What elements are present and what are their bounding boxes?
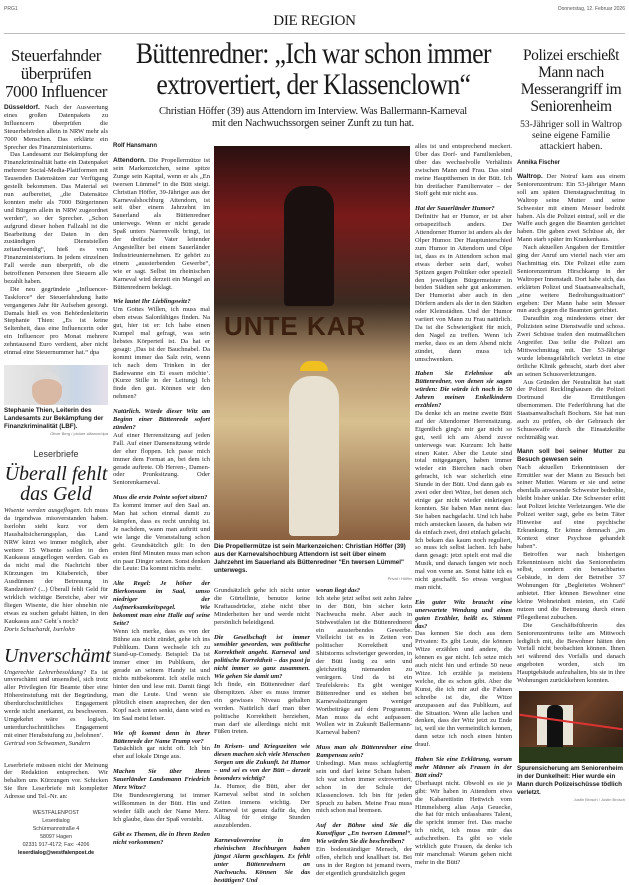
- interview-answer: alles ist und entsprechend meckert. Über das Dorf- und Familienleben, über das wechselvolle Verhältnis zwischen Mann und Frau. Das sind meine Hauptthemen in der Bütt. Ich bin dreifacher Familienvater – der Stoff geht mir nicht aus.: [415, 143, 512, 198]
- dateline: Düsseldorf.: [4, 104, 40, 111]
- interview-answer: [113, 157, 210, 291]
- interview-answer: Auf einer Herrensitzung auf jeden Fall. Auf einer Damensitzung würde der eher floppen. Ich passe mich immer dem Format an, bei dem ich gerade auftrete. Ob Herren-, Damen- oder Prunksitzung. Oder Seniorenkarneval.: [113, 431, 210, 487]
- headline-block: [136, 38, 491, 100]
- interview-answer: Definitiv hat er Humor, er ist aber ortsspezifisch anders. Der Attendorner Humor ist anders als der Olper Humor. Der Hauptunterschied zum Humor in Attendorn und Olpe ist, dass es in Attendorn schon mal etwas derber sein darf, wobei Spitzen gegen Politiker oder speziell den jeweiligen Bürgermeister in beiden Städten sehr gut ankommen. Der Humorist aber auch in den Dörfern anders als der in den Städten oder Kleinstädten. Und der Humor variiert von Mann zu Frau natürlich. Da ist die Schwierigkeit für mich, den Nagel zu treffen. Wenn ich merke, dass es an dem Abend nicht zündet, dann muss ich umschwenken.: [415, 213, 512, 363]
- interview-question: Muss man als Büttenredner eine Rampensau sein?: [316, 744, 412, 760]
- right-photo: [519, 691, 623, 763]
- interview-answer: Um Gottes Willen, ich muss mal eben etwas Salonfähiges finden. Na gut, hier ist er: Ich habe einen Kumpel mal gefragt, was sein liebstes Körperteil ist. Da hat er gesagt: ‚Das ist der Bauchnabel. Da kommt immer das Salz rein, wenn ich nach dem Trinken in der Badewanne ein Ei essen möchte‘. (Kurze Stille in der Leitung) Ich finde den gut. Können wir den nehmen?: [113, 306, 210, 401]
- address-line: Schürmannstraße 4: [32, 826, 80, 833]
- main-col2: [214, 587, 310, 885]
- paragraph: Daraufhin zog mindestens einer der Polizisten seine Dienstwaffe und schoss. Zwei Schüsse trafen den mutmaßlichen Angreifer. Das teilte die Polizei am Mittwochmittag mit. Der 53-Jährige wurde lebensgefährlich verletzt in eine örtliche Klinik gebracht, starb dort aber an seinen Schussverletzungen.: [517, 315, 625, 378]
- interview-question: Machen Sie über Ihren Sauerländer Landsmann Friedrich Merz Witze?: [113, 768, 210, 792]
- main-col4: [415, 143, 512, 867]
- address-line: Leserdialog: [42, 818, 70, 825]
- letter-author: Gertrud von Schwamen, Sundern: [4, 739, 91, 747]
- interview-answer: Ja. Humor, die Bütt, aber der Karneval selbst sind in solchen Zeiten immens wichtig. Der Karneval ist genau dafür da, den Alltag für einige Stunden auszublenden.: [214, 782, 310, 830]
- paragraph: Aus Gründen der Neutralität hat statt der Polizei Recklinghausen die Polizei Dortmund die Ermittlungen übernommen. Die Federführung hat die Staatsanwaltschaft Bochum. Sie hat nun auch zu prüfen, ob der Gebrauch der Schusswaffe durch die Einsatzkräfte rechtmäßig war.: [517, 378, 625, 441]
- portrait-face: [32, 371, 62, 405]
- right-subhead: 53-Jähriger soll in Waltrop seine eigene Familie attackiert haben.: [520, 120, 622, 152]
- paragraph: Nach aktuellen Erkenntnissen der Ermittler war der Mann zu Besuch bei seiner Mutter. Warum er sie und seine ebenfalls anwesende Schwester bedrohte, bleibt bisher unklar. Die Schwester erlitt laut Polizei leichte Verletzungen. Wie die Polizei weiter sagt, gebe es beim Täter Hinweise auf eine psychische Erkrankung. Er könne demnach „im Kontext einer Psychose gehandelt haben“.: [517, 463, 625, 550]
- interview-answer: Die Bundesregierung ist immer willkommen in der Bütt. Hin und wieder fällt auch der Name Merz. Ich glaube, dass der Spaß versteht.: [113, 791, 210, 823]
- main-photo-caption: Die Propellermütze ist sein Markenzeichen: Christian Höffer (39) aus der Karnevalshochburg Attendorn ist seit über einem Jahrzehnt im Sauerland als Büttenredner "En twersen Lümmel" unterwegs.: [214, 543, 406, 574]
- propeller-hat: [300, 361, 328, 371]
- page-label: PRG1: [4, 6, 18, 12]
- letter2: [4, 669, 108, 748]
- interview-answer: Grundsätzlich gehe ich nicht unter die Gürtellinie, benutze keine Kraftausdrücke, ziehe nicht über Minderheiten her und werde nicht persönlich beleidigend.: [214, 587, 310, 626]
- interview-question: In Krisen- und Kriegszeiten wie diesen machen sich viele Menschen Sorgen um die Zukunft. Ist Humor – und sei es von der Bütt – derzeit besonders wichtig?: [214, 743, 310, 782]
- paragraph: Die Geschäftsführerin des Seniorenzentrums teilte am Mittwoch lediglich mit, die Bewohner hätten den Vorfall nicht beobachten können. Ihnen sei während des Vorfalls und danach angeboten worden, sich im Hauptgebäude aufzuhalten, bis sie in ihre Wohnungen zurückkehren konnten.: [517, 621, 625, 685]
- subhead-line: Christian Höffer (39) aus Attendorn im Interview. Was Ballermann-Karneval: [158, 106, 468, 117]
- dateline: Waltrop.: [517, 173, 543, 180]
- right-headline: Polizei erschießt Mann nach Messerangriff im Seniorenheim: [520, 47, 622, 115]
- interview-question: Ein guter Witz braucht eine unerwartete Wendung und einen guten Erzähler, heißt es. Stimmt das?: [415, 598, 512, 630]
- photo-credit: Oliver Berg / picture alliance/dpa: [50, 431, 108, 436]
- bushes: [519, 747, 623, 763]
- letters-disclaimer: Leserbriefe müssen nicht der Meinung der Redaktion entsprechen. Wir behalten uns Kürzungen vor. Schicken Sie Ihre Leserbriefe mit kompletter Adresse und Tel.-Nr. an:: [4, 761, 108, 801]
- paragraph: Der Notruf kam aus einem Seniorenzentrum: Ein 53-jähriger Mann soll am späten Dienstagnachmittag in Waltrop seine Mutter und seine Schwester mit einem Messer bedroht haben. Als die Polizei eintraf, soll er die Waffe auch gegen die Beamten gerichtet haben. Die gaben zwei Schüsse ab, der Mann starb später im Krankenhaus.: [517, 173, 626, 244]
- letter-lead: Ungerechte Lehrerbesoldung?: [4, 668, 87, 676]
- left-body: [4, 104, 108, 357]
- left-article: [4, 46, 111, 857]
- portrait-photo: [4, 365, 108, 405]
- right-photo-credit: Justin Brosch / Justin Brosch: [573, 797, 625, 802]
- author: Annika Fischer: [517, 160, 561, 166]
- interview-answer: Ich stehe jetzt selbst seit zehn Jahre in der Bütt, bin sicher kein Nachwuchs mehr. Aber auch in Südwestfalen ist die Büttenrednerei ein aussterbendes Gewerbe. Vielleicht ist es in Zeiten von politischer Korrektheit und Shitstorms schwieriger geworden, in der Bütt lustig zu sein und gleichzeitig niemanden zu verärgern. Und da ist ein Teufelskreis: Es gibt weniger Büttenredner und es stehen bei Karnevalssitzungen weniger Wortbeiträge auf dem Programm. Man muss da echt aufpassen. Wollen wir in Zukunft Ballermann-Karneval haben?: [316, 594, 412, 737]
- photo-caption: Stephanie Thien, Leiterin des Landesamts zur Bekämpfung der Finanzkriminalität (LBF).: [4, 407, 104, 430]
- main-subhead: [159, 106, 467, 130]
- performer-figure: [289, 376, 339, 536]
- paragraph-text: Die Propellermütze ist sein Markenzeichen, seine spitze Zunge sein Kapital, wenn er als „En twersen Lümmel“ in die Bütt steigt. Christian Höffer, 39-Jähriger aus der Karnevalshochburg Attendorn, ist seit über einem Jahrzehnt im Sauerland als Büttenredner unterwegs. Wenn er nicht gerade Spaß unters Narrenvolk bringt, ist der dreifache Vater leitender Angestellter bei einem Sauerländer Industrieunternehmen. Er gehört zu einem „aussterbenden Gewerbe“, wie er sagt. Selbst im rheinischen Karneval wird derzeit ein Mangel an Büttenrednern beklagt.: [113, 157, 210, 291]
- interview-answer: Es kommt immer auf den Saal an. Man hat schon einmal damit zu kämpfen, dass es recht unruhig ist. Je nachdem, wann man auftritt und wie lange die Veranstaltung schon geht. Grundsätzlich gilt: In den ersten fünf Minuten muss man schon ein paar Dinger setzen. Sonst denken die Leute: Da kommt nichts mehr.: [113, 502, 210, 573]
- dateline: Attendorn.: [113, 157, 146, 164]
- lower-columns: [214, 587, 412, 885]
- section-title: DIE REGION: [273, 13, 356, 29]
- interview-question: Alte Regel: Je höher der Bierkonsum im Saal, umso niedriger der Aufmerksamkeitspegel. Wie bekommt man eine Halle auf seine Seite?: [113, 580, 210, 627]
- left-headline: Steuerfahnder überprüfen 7000 Influencer: [4, 46, 108, 101]
- interview-answer: Überhaupt nicht. Obwohl es sie ja gibt: Wir haben in Attendorn etwa die Kabarettistin Hettwich vom Himmelsberg alias Anja Geuecke, die hat für mich unfassbares Talent, die spricht immer frei. Das mache ich nicht, ich muss mir das aufschreiben. Es gibt so viele wirklich gute Frauen, da denke ich mir manchmal: Warum gehen nicht mehr in die Bütt?: [415, 779, 512, 866]
- interview-answer: Wenn ich merke, dass es von der Bühne aus nicht zündet, gehe ich ins Publikum. Dann wechsele ich zu Stand-up-Comedy. Beispiel: Da ist immer einer im Publikum, der gerade an seinem Handy ist und nichts mitbekommt. Ich stelle mich hinter den und lese mit. Damit fängt man die Leute. Und wenn sie plötzlich einen ansprechen, der den Kopf nach unten senkt, dann wird es im Saal meist leiser.: [113, 627, 210, 722]
- letters-kicker: Leserbriefe: [33, 449, 79, 459]
- letters-address: [4, 809, 108, 857]
- interview-question: Haben Sie Erlebnisse als Büttenredner, von denen sie sagen würden: Die würde ich noch in 50 Jahren meinen Enkelkindern erzählen?: [415, 370, 512, 410]
- address-line: 02331 917-4172; Fax: -4206: [22, 842, 90, 849]
- headline-line: Büttenredner: „Ich war schon immer: [135, 37, 491, 70]
- column-text: [113, 157, 210, 846]
- date: Donnerstag, 12. Februar 2026: [558, 6, 625, 12]
- interview-question: Wie oft kommt denn in Ihrer Büttenrede der Name Trump vor?: [113, 729, 210, 745]
- main-lower: [214, 543, 412, 885]
- main-col1: [113, 143, 210, 846]
- interview-question: Auf der Bühne sind Sie die Kunstfigur „En twersen Lümmel“. Wie würden Sie die beschreiben?: [316, 822, 412, 846]
- letter-author: Doris Schuchardt, Iserlohn: [4, 625, 75, 633]
- headline-line: extrovertiert, der Klassenclown“: [156, 68, 470, 101]
- main-col3: [316, 587, 412, 885]
- letter-text: Ich muss da irgendwas missverstanden haben. Iserlohn steht kurz vor dem Haushaltsicherungsplan, das Land NRW kürzt wo immer möglich, aber weitere 15 Wisente sollen in den Kaukasus ausgeflogen werden. Gab es da nicht mal die Nachricht über Kürzungen im Kitabereich, über Ausdünnen der Betreuung in Randzeiten? (...) Überall fehlt Geld für wirklich wichtige Bereiche, aber wir fliegen Wisente, die hier ohnehin nie etwas zu suchen gehabt hätten, in den Kaukasus aus? Geht´s noch?: [4, 507, 108, 625]
- paragraph: Das Landesamt zur Bekämpfung der Finanzkriminalität hatte ein Datenpaket mehrerer Social-Media-Plattformen mit Tausenden Datensätzen zur Verfügung gestellt bekommen. Das Material sei nun aufbereitet, „die Datensätze konnten mehr als 7000 Bürgerinnen und Bürgern allein in NRW zugeordnet werden“, so der Sprecher. „Schon aufgrund dieser hohen Fallzahl ist die Bearbeitung der Daten in den zuständigen Dienststellen zeitaufwendig“, hieß es vom Finanzministerium. In jedem einzelnen Fall werde nun überprüft, ob die betroffenen Personen ihre Steuern alle bezahlt haben.: [4, 151, 108, 285]
- paragraph: Nach aktuellen Angaben der Ermittler ging der Anruf um viertel nach vier am Nachmittag ein. Die Polizei eilte zum Seniorenzentrum Hirschkamp in der Waltroper Innenstadt. Dort habe sich, das erklärten Polizei und Staatsanwaltschaft, „eine weitere Bedrohungssituation“ ergeben: Der Mann habe sein Messer nun auch gegen die Beamten gerichtet.: [517, 244, 625, 315]
- letters-email-link[interactable]: leserdialog@westfalenpost.de: [17, 850, 95, 857]
- letter1: [4, 507, 108, 634]
- photo-banner-text: UNTE KAR: [224, 311, 367, 341]
- interview-question: Die Gesellschaft ist immer sensibler geworden, was politische Korrektheit angeht. Karneval und politische Korrektheit – das passt ja nicht immer so ganz zusammen. Wie gehen Sie damit um?: [214, 633, 310, 681]
- interview-answer: Tatsächlich gar nicht oft. Ich bin eher auf lokale Dinge aus.: [113, 745, 210, 761]
- right-photo-caption: Spurensicherung am Seniorenheim in der Dunkelheit: Hier wurde ein Mann durch Polizeischüsse tödlich verletzt.: [517, 765, 624, 796]
- main-photo-credit: Privat / Höffer: [387, 576, 412, 581]
- paragraph: Die neu gegründete „Influencer-Taskforce“ der Steuerfahndung hatte vergangenes Jahr für Aufsehen gesorgt. Damals hieß es von Behördenleiterin Stephanie Thien: „Es ist keine Seltenheit, dass eine Influencerin oder ein Influencer pro Monat mehrere zehntausend Euro verdient, aber nicht einmal eine Steuernummer hat.“ dpa: [4, 285, 108, 357]
- address-line: WESTFALENPOST: [32, 810, 80, 817]
- interview-question: Wie lautet Ihr Lieblingswitz?: [113, 298, 191, 306]
- interview-question: Karnevalsvereine in den rheinischen Hochburgen haben jüngst Alarm geschlagen. Es fehlt unter Büttenrednern an Nachwuchs. Können Sie das bestätigen? Und: [214, 837, 310, 884]
- interview-question: Haben Sie eine Erklärung, warum mehr Männer als Frauen in der Bütt sind?: [415, 756, 512, 779]
- letter-lead: Wisente werden ausgeflogen.: [4, 507, 82, 514]
- letter-text: Es ist unverschämt und unsensibel, sich trotz aller Privilegien für Beamte über eine Höhereinstufung mit der Begründung, überdurchschnittliches Engagement werde nicht anerkannt, zu beschweren. Umgekehrt wäre es logisch, unterdurchschnittliches Engagement mit einer Herabstufung zu ‚belohnen‘.: [4, 668, 108, 739]
- officer-figure: [547, 705, 563, 749]
- letter1-headline: Überall fehlt das Geld: [4, 463, 108, 505]
- subheading: Mann soll bei seiner Mutter zu Besuch gewesen sein: [517, 447, 625, 463]
- subhead-line: mit den Nachwuchssorgen seiner Zunft zu tun hat.: [212, 118, 414, 129]
- author: Rolf Hansmann: [113, 143, 158, 149]
- interview-question: woran liegt das?: [316, 587, 361, 594]
- interview-question: Gibt es Themen, die in Ihren Reden nicht vorkommen?: [113, 830, 210, 846]
- right-body: [517, 173, 625, 685]
- interview-question: Natürlich. Würde dieser Witz am Beginn einer Büttenrede sofort zünden?: [113, 408, 210, 431]
- interview-answer: Das kennen Sie doch aus dem Privaten: Es gibt Leute, die können Witze erzählen und andere, die können es gar nicht. Ich setze mich auch nicht hin und erfinde 50 neue Witze. Ich erzähle ja meistens welche, die es schon gibt. Aber die Kunst, die ich mir auf die Fahnen schreibe ist die, die Witze anzupassen auf das Publikum, auf die Situation. Wenn alle lachen und denken, dass der Witz jetzt zu Ende ist, weil sie ihn vermeintlich kennen, dann setze ich noch einen hinten drauf.: [415, 630, 512, 749]
- interview-answer: Ich finde, ein Büttenredner darf überspitzen. Aber es muss immer ein gewisses Niveau gehalten werden. Natürlich darf man über politische Korrektheit herziehen, man darf sie allerdings nicht mit Füßen treten.: [214, 680, 310, 736]
- performer-figure: [284, 186, 334, 306]
- interview-question: Hat der Sauerländer Humor?: [415, 205, 495, 213]
- paragraph: Nach der Auswertung eines großen Datenpakets zu Influencern überprüfen die Steuerbehörden allein in NRW mehr als 7000 Menschen. Das erklärte ein Sprecher des Finanzministeriums.: [4, 104, 108, 151]
- letter2-headline: Unverschämt: [4, 644, 111, 667]
- header-rule: [4, 33, 625, 34]
- interview-answer: Ein bodenständiger Mensch, der offen, ehrlich und knallhart ist. Bei uns in der Region ist jemand twers, der eigentlich grundsätzlich gegen: [316, 846, 412, 877]
- interview-question: Muss die erste Pointe sofort sitzen?: [113, 494, 208, 502]
- main-photo: [214, 146, 410, 540]
- interview-answer: Da denke ich an meine zweite Bütt auf der Attendorner Herrensitzung. Eigentlich ging's mir gar nicht so gut, weil ich am Abend zuvor unterwegs war. Kurzum: Ich hatte einen Kater. Aber die Leute sind total mitgegangen, haben immer wieder ein Bierchen nach oben gebracht, ich war sicherlich eine Stunde in der Bütt. Und dann gab es zwei oder drei Witze, bei denen sich einige gar nicht wieder einkriegen konnten. Sie haben Man nennt das: Sie haben nachgelacht. Und ich habe mich anstecken lassen, da haben wir da einfach zwei, drei einfach gelacht. Ich bekam das kaum noch reguliert, so muss ich selbst lachen. Ich habe dann gesagt: jetzt spielt erst mal die Musik, und danach fangen wir noch mal von vorne an. Sonst hätte ich es nicht geschafft. So etwas vergisst man nicht.: [415, 410, 512, 591]
- interview-answer: Unbedingt. Man muss schlagfertig sein und darf keine Scham haben. Ich war schon immer extrovertiert, schon in der Schule der Klassenclown. Ich bin für jeden Spruch zu haben. Meine Frau muss mich schon mal bremsen.: [316, 760, 412, 815]
- address-line: 58097 Hagen: [40, 834, 72, 841]
- right-article: [517, 47, 625, 803]
- main-headline: [112, 38, 514, 138]
- paragraph: Betroffen war nach bisherigen Erkenntnissen nicht das Seniorenheim selbst, sondern ein benachbartes Gebäude, in dem der Betreiber 37 Wohnungen für „Begleitetes Wohnen“ anbietet. Hier können Bewohner eine kleine Wohneinheit mieten, ein Café nutzen und die Betreuung durch einen Pflegedienst zubuchen.: [517, 550, 625, 621]
